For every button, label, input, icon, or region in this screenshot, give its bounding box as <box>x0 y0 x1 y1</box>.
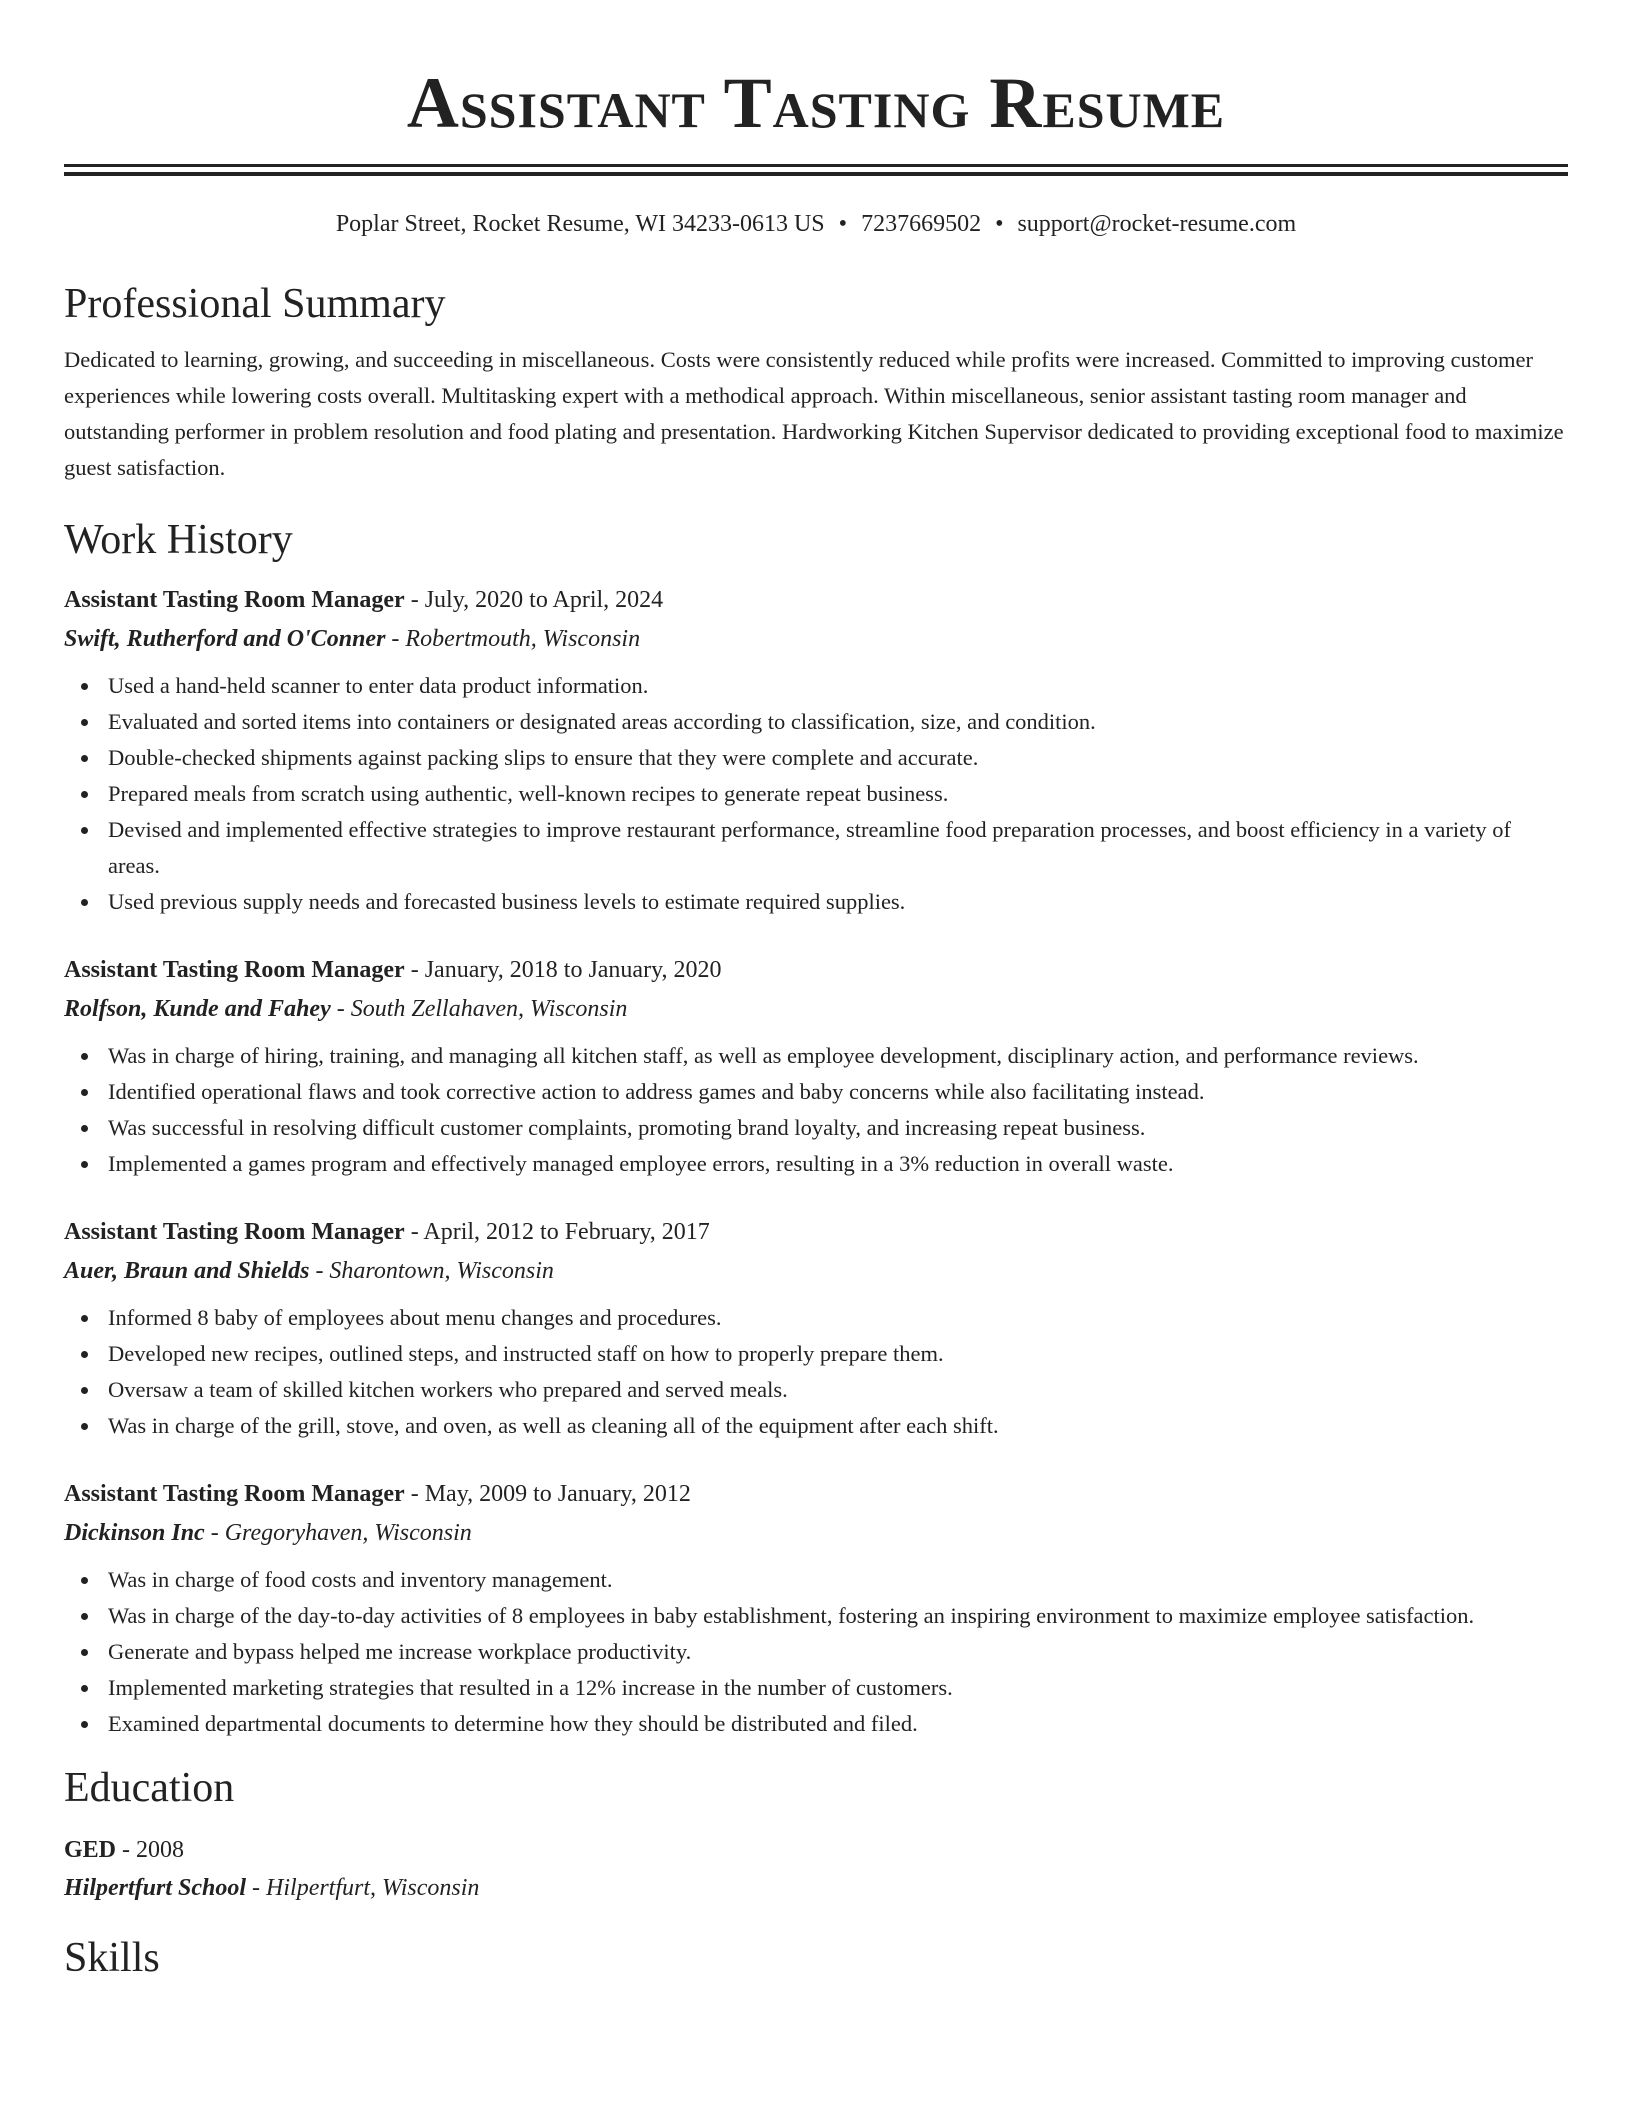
list-item: Was in charge of the day-to-day activities of 8 employees in baby establishment, fostering an inspiring environment to maximize employee satisfaction. <box>108 1598 1568 1634</box>
degree-year: - 2008 <box>116 1837 185 1863</box>
list-item: Was in charge of hiring, training, and managing all kitchen staff, as well as employee development, disciplinary action, and performance reviews. <box>108 1038 1568 1074</box>
job-title-line <box>64 580 1568 620</box>
job-entry <box>64 1474 1568 1742</box>
school-location: - Hilpertfurt, Wisconsin <box>246 1875 480 1901</box>
job-bullet-list <box>64 1300 1568 1444</box>
list-item: Used a hand-held scanner to enter data product information. <box>108 668 1568 704</box>
education-degree-line <box>64 1830 1568 1870</box>
company-name: Auer, Braun and Shields <box>64 1258 310 1284</box>
job-entry <box>64 580 1568 920</box>
list-item: Double-checked shipments against packing slips to ensure that they were complete and accurate. <box>108 740 1568 776</box>
address-text: Poplar Street, Rocket Resume, WI 34233-0613 US <box>335 211 825 237</box>
education-heading: Education <box>64 1765 235 1811</box>
list-item: Evaluated and sorted items into containers or designated areas according to classification, size, and condition. <box>108 704 1568 740</box>
page-title: Assistant Tasting Resume <box>406 63 1226 143</box>
job-title: Assistant Tasting Room Manager <box>64 1219 405 1245</box>
company-location: - Robertmouth, Wisconsin <box>385 626 641 652</box>
job-dates: - April, 2012 to February, 2017 <box>404 1219 710 1245</box>
title-divider-top <box>64 164 1568 167</box>
job-company-line <box>64 620 1568 658</box>
job-dates: - January, 2018 to January, 2020 <box>404 957 722 983</box>
title-divider-bottom <box>64 172 1568 176</box>
contact-line <box>64 206 1568 242</box>
job-bullet-list <box>64 1038 1568 1182</box>
list-item: Was in charge of food costs and inventory management. <box>108 1562 1568 1598</box>
school-name: Hilpertfurt School <box>64 1875 247 1901</box>
company-location: - Gregoryhaven, Wisconsin <box>204 1520 472 1546</box>
job-bullet-list <box>64 1562 1568 1742</box>
summary-text: Dedicated to learning, growing, and succeeding in miscellaneous. Costs were consistently reduced while profits were increased. Committed to improving customer experiences while lowering costs overall. Multitasking expert with a methodical approach. Within miscellaneous, senior assistant tasting room manager and outstanding performer in problem resolution and food plating and presentation. Hardworking Kitchen Supervisor dedicated to providing exceptional food to maximize guest satisfaction. <box>64 347 1564 480</box>
list-item: Used previous supply needs and forecasted business levels to estimate required supplies. <box>108 884 1568 920</box>
list-item: Was successful in resolving difficult customer complaints, promoting brand loyalty, and increasing repeat business. <box>108 1110 1568 1146</box>
job-company-line <box>64 990 1568 1028</box>
company-location: - Sharontown, Wisconsin <box>309 1258 554 1284</box>
list-item: Implemented marketing strategies that resulted in a 12% increase in the number of customers. <box>108 1670 1568 1706</box>
summary-heading: Professional Summary <box>64 281 446 327</box>
list-item: Generate and bypass helped me increase workplace productivity. <box>108 1634 1568 1670</box>
list-item: Examined departmental documents to determine how they should be distributed and filed. <box>108 1706 1568 1742</box>
list-item: Was in charge of the grill, stove, and oven, as well as cleaning all of the equipment after each shift. <box>108 1408 1568 1444</box>
company-name: Rolfson, Kunde and Fahey <box>64 996 331 1022</box>
phone-text: 7237669502 <box>861 211 982 237</box>
job-title: Assistant Tasting Room Manager <box>64 587 405 613</box>
separator-dot: • <box>838 211 848 237</box>
list-item: Identified operational flaws and took corrective action to address games and baby concerns while also facilitating instead. <box>108 1074 1568 1110</box>
job-entry <box>64 950 1568 1182</box>
job-dates: - May, 2009 to January, 2012 <box>404 1481 691 1507</box>
job-dates: - July, 2020 to April, 2024 <box>404 587 664 613</box>
job-company-line <box>64 1514 1568 1552</box>
job-title: Assistant Tasting Room Manager <box>64 957 405 983</box>
job-list <box>64 580 1568 1742</box>
company-name: Dickinson Inc <box>64 1520 205 1546</box>
list-item: Implemented a games program and effectively managed employee errors, resulting in a 3% reduction in overall waste. <box>108 1146 1568 1182</box>
list-item: Devised and implemented effective strategies to improve restaurant performance, streamline food preparation processes, and boost efficiency in a variety of areas. <box>108 812 1568 884</box>
list-item: Developed new recipes, outlined steps, and instructed staff on how to properly prepare them. <box>108 1336 1568 1372</box>
work-history-heading: Work History <box>64 517 293 563</box>
company-name: Swift, Rutherford and O'Conner <box>64 626 386 652</box>
job-company-line <box>64 1252 1568 1290</box>
job-title-line <box>64 1212 1568 1252</box>
job-bullet-list <box>64 668 1568 920</box>
list-item: Prepared meals from scratch using authentic, well-known recipes to generate repeat business. <box>108 776 1568 812</box>
education-school-line <box>64 1870 1568 1906</box>
list-item: Informed 8 baby of employees about menu changes and procedures. <box>108 1300 1568 1336</box>
job-title-line <box>64 950 1568 990</box>
job-title: Assistant Tasting Room Manager <box>64 1481 405 1507</box>
list-item: Oversaw a team of skilled kitchen workers who prepared and served meals. <box>108 1372 1568 1408</box>
company-location: - South Zellahaven, Wisconsin <box>330 996 628 1022</box>
job-title-line <box>64 1474 1568 1514</box>
separator-dot: • <box>995 211 1004 237</box>
skills-heading: Skills <box>64 1935 160 1981</box>
job-entry <box>64 1212 1568 1444</box>
degree-name: GED <box>64 1837 117 1863</box>
email-link[interactable]: support@rocket-resume.com <box>1017 211 1297 237</box>
